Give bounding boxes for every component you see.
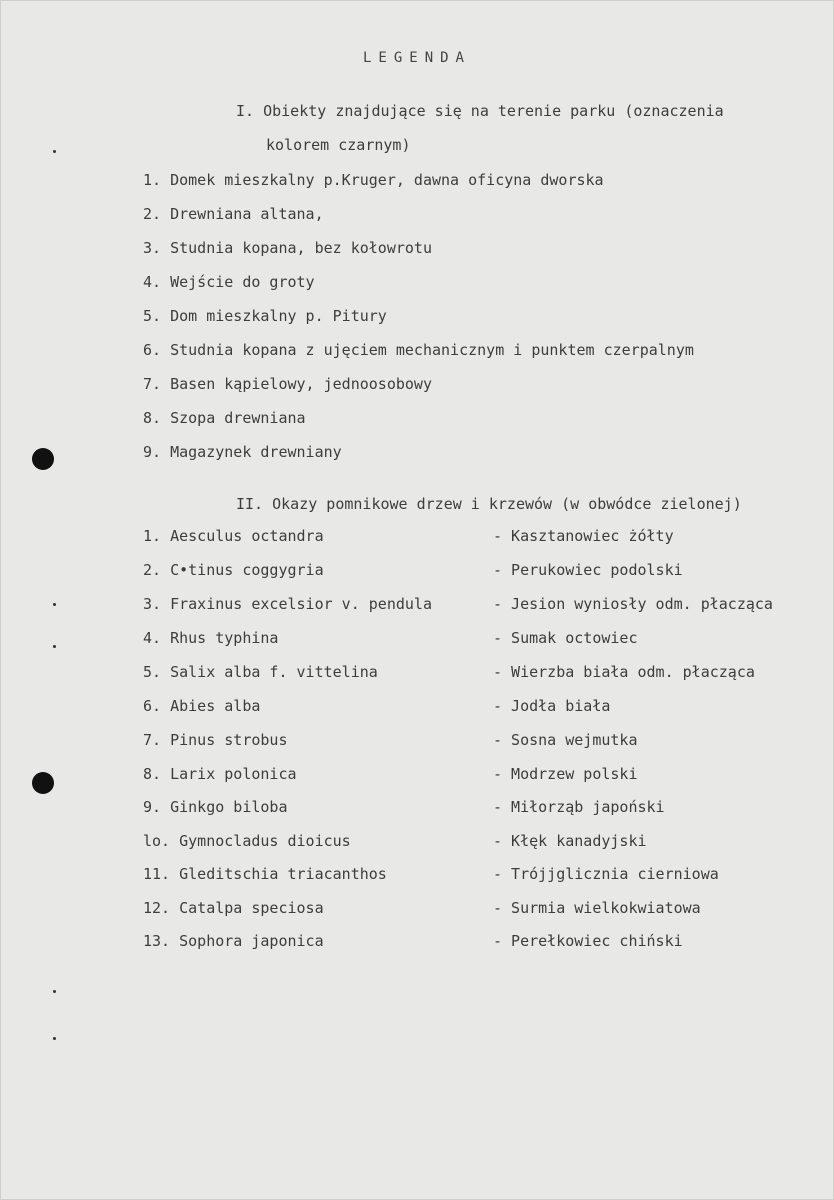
tree-latin-name: 11. Gleditschia triacanthos <box>143 865 387 883</box>
object-item: 1. Domek mieszkalny p.Kruger, dawna oficyna dworska <box>143 171 604 189</box>
tree-common-name: - Kasztanowiec żółty <box>493 527 674 545</box>
object-item: 4. Wejście do groty <box>143 273 315 291</box>
tree-common-name: - Kłęk kanadyjski <box>493 832 647 850</box>
section-1-heading-line2: kolorem czarnym) <box>266 136 411 154</box>
paper-speck <box>53 645 56 648</box>
object-item: 8. Szopa drewniana <box>143 409 306 427</box>
section-2-heading: II. Okazy pomnikowe drzew i krzewów (w obwódce zielonej) <box>236 495 742 513</box>
tree-latin-name: lo. Gymnocladus dioicus <box>143 832 351 850</box>
tree-common-name: - Surmia wielkokwiatowa <box>493 899 701 917</box>
tree-latin-name: 13. Sophora japonica <box>143 932 324 950</box>
tree-common-name: - Perukowiec podolski <box>493 561 683 579</box>
tree-latin-name: 2. C•tinus coggygria <box>143 561 324 579</box>
paper-speck <box>53 150 56 153</box>
section-1-heading <box>236 94 724 162</box>
tree-common-name: - Jodła biała <box>493 697 611 715</box>
tree-common-name: - Perełkowiec chiński <box>493 932 683 950</box>
tree-latin-name: 8. Larix polonica <box>143 765 297 783</box>
tree-common-name: - Trójjglicznia cierniowa <box>493 865 719 883</box>
paper-speck <box>53 990 56 993</box>
tree-common-name: - Sumak octowiec <box>493 629 638 647</box>
object-item: 2. Drewniana altana, <box>143 205 324 223</box>
tree-latin-name: 3. Fraxinus excelsior v. pendula <box>143 595 432 613</box>
tree-latin-name: 12. Catalpa speciosa <box>143 899 324 917</box>
tree-common-name: - Modrzew polski <box>493 765 638 783</box>
object-item: 3. Studnia kopana, bez kołowrotu <box>143 239 432 257</box>
paper-speck <box>53 1037 56 1040</box>
tree-latin-name: 9. Ginkgo biloba <box>143 798 288 816</box>
tree-common-name: - Sosna wejmutka <box>493 731 638 749</box>
object-item: 9. Magazynek drewniany <box>143 443 342 461</box>
punch-hole <box>32 772 54 794</box>
tree-latin-name: 5. Salix alba f. vittelina <box>143 663 378 681</box>
tree-common-name: - Wierzba biała odm. płacząca <box>493 663 755 681</box>
section-1-heading-line1: I. Obiekty znajdujące się na terenie parku (oznaczenia <box>236 102 724 120</box>
tree-common-name: - Jesion wyniosły odm. płacząca <box>493 595 773 613</box>
document-title: LEGENDA <box>362 50 471 66</box>
punch-hole <box>32 448 54 470</box>
object-item: 5. Dom mieszkalny p. Pitury <box>143 307 387 325</box>
tree-latin-name: 1. Aesculus octandra <box>143 527 324 545</box>
tree-latin-name: 6. Abies alba <box>143 697 261 715</box>
tree-latin-name: 4. Rhus typhina <box>143 629 279 647</box>
paper-speck <box>53 603 56 606</box>
tree-common-name: - Miłorząb japoński <box>493 798 665 816</box>
object-item: 6. Studnia kopana z ujęciem mechanicznym i punktem czerpalnym <box>143 341 694 359</box>
object-item: 7. Basen kąpielowy, jednoosobowy <box>143 375 432 393</box>
tree-latin-name: 7. Pinus strobus <box>143 731 288 749</box>
